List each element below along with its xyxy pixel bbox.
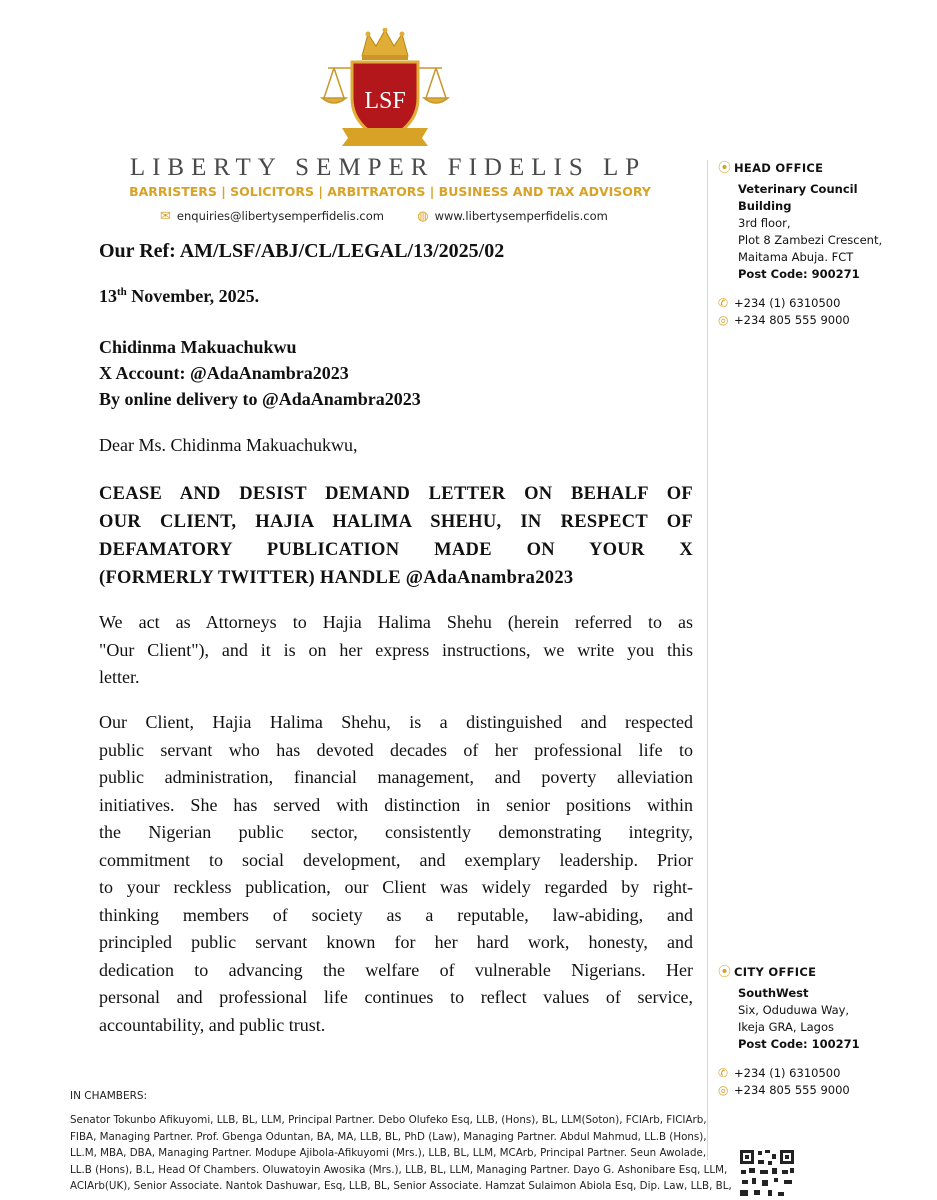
city-office-block (718, 964, 928, 1099)
website-link[interactable]: www.libertysemperfidelis.com (434, 209, 608, 223)
whatsapp-icon: ◎ (718, 1083, 729, 1097)
paragraph-line: dedication to advancing the welfare of vulnerable Nigerians. Her (99, 959, 693, 980)
head-office-line: Maitama Abuja. FCT (738, 250, 854, 264)
head-office-line: Veterinary Council (738, 182, 858, 196)
globe-icon: ◍ (417, 209, 429, 224)
column-divider (707, 160, 708, 1160)
crown-icon (362, 28, 408, 60)
paragraph-line: the Nigerian public sector, consistently demonstrating integrity, (99, 822, 693, 842)
salutation: Dear Ms. Chidinma Makuachukwu, (99, 435, 358, 455)
city-office-title: CITY OFFICE (734, 965, 817, 979)
firm-name: LIBERTY SEMPER FIDELIS LP (129, 154, 647, 181)
email-link[interactable]: enquiries@libertysemperfidelis.com (176, 209, 384, 223)
recipient-account: X Account: @AdaAnambra2023 (99, 363, 349, 383)
head-office-line: 3rd floor, (738, 216, 791, 230)
phone-icon: ✆ (718, 1066, 729, 1080)
paragraph-line: to your reckless publication, our Client was widely regarded by right- (99, 877, 693, 897)
subject-line: CEASE AND DESIST DEMAND LETTER ON BEHALF OF (99, 484, 693, 504)
paragraph-line: We act as Attorneys to Hajia Halima Shehu (herein referred to as (99, 612, 693, 632)
recipient-name: Chidinma Makuachukwu (99, 337, 297, 357)
email-icon: ✉ (160, 209, 171, 224)
paragraph-line: personal and professional life continues to reflect values of service, (99, 987, 693, 1007)
whatsapp-icon: ◎ (718, 313, 729, 327)
paragraph-line: "Our Client"), and it is on her express instructions, we write you this (99, 639, 693, 660)
delivery-method: By online delivery to @AdaAnambra2023 (99, 389, 421, 409)
city-office-line: SouthWest (738, 986, 809, 1000)
subject-line: OUR CLIENT, HAJIA HALIMA SHEHU, IN RESPECT OF (99, 512, 693, 532)
recipient-block (99, 334, 421, 412)
city-office-line: Ikeja GRA, Lagos (738, 1020, 835, 1034)
firm-contacts (160, 209, 608, 224)
letter-reference: Our Ref: AM/LSF/ABJ/CL/LEGAL/13/2025/02 (99, 240, 505, 262)
head-office-phone[interactable]: +234 (1) 6310500 (734, 296, 841, 310)
head-office-postcode: Post Code: 900271 (738, 267, 860, 281)
city-office-whatsapp[interactable]: +234 805 555 9000 (734, 1083, 850, 1097)
paragraph-line: accountability, and public trust. (99, 1014, 326, 1035)
paragraph-line: public administration, financial management, and poverty alleviation (99, 767, 693, 787)
paragraph-line: letter. (99, 667, 140, 687)
paragraph-line: public servant who has devoted decades of her professional life to (99, 739, 693, 760)
subject-line: (FORMERLY TWITTER) HANDLE @AdaAnambra2023 (99, 568, 574, 588)
city-office-postcode: Post Code: 100271 (738, 1037, 860, 1051)
paragraph-line: principled public servant known for her hard work, honesty, and (99, 932, 693, 952)
firm-tagline: BARRISTERS | SOLICITORS | ARBITRATORS | BUSINESS AND TAX ADVISORY (129, 184, 651, 199)
paragraph-line: initiatives. She has served with distinction in senior positions within (99, 794, 693, 815)
letter-date: 13th November, 2025. (99, 286, 260, 306)
phone-icon: ✆ (718, 296, 729, 310)
chambers-line: ACIArb(UK), Senior Associate. Nantok Dashuwar, Esq, LLB, BL, Senior Associate. Hamzat Sulaimon Abiola Esq, Dip. Law, LLB, BL, (70, 1180, 732, 1192)
location-pin-icon: ⦿ (718, 161, 732, 176)
head-office-line: Building (738, 199, 792, 213)
qr-code-icon (738, 1148, 796, 1200)
firm-logo-crest-icon (320, 28, 450, 148)
chambers-line: LL.B (Hons), B.L, Head Of Chambers. Oluwatoyin Awosika (Mrs.), LLB, BL, LLM, Managing Partner. Dayo G. Ashonibare Esq, LLM, (70, 1163, 728, 1176)
head-office-whatsapp[interactable]: +234 805 555 9000 (734, 313, 850, 327)
head-office-block (718, 160, 928, 329)
head-office-title: HEAD OFFICE (734, 161, 824, 175)
chambers-label: IN CHAMBERS: (70, 1090, 148, 1102)
chambers-line: LL.M, MBA, DBA, Managing Partner. Modupe Ajibola-Afikuyomi (Mrs.), LLB, BL, LLM, MCArb, Principal Partner. Seun Awolade, (70, 1147, 707, 1159)
subject-line: DEFAMATORY PUBLICATION MADE ON YOUR X (99, 540, 693, 560)
paragraph-line: commitment to social development, and exemplary leadership. Prior (99, 849, 693, 870)
chambers-list (70, 1112, 732, 1195)
paragraph-line: Our Client, Hajia Halima Shehu, is a distinguished and respected (99, 712, 693, 732)
city-office-phone[interactable]: +234 (1) 6310500 (734, 1066, 841, 1080)
location-pin-icon: ⦿ (718, 965, 732, 980)
head-office-line: Plot 8 Zambezi Crescent, (738, 233, 883, 247)
body-paragraph-1 (99, 609, 693, 692)
chambers-line: FIBA, Managing Partner. Prof. Gbenga Oduntan, BA, MA, LLB, BL, PhD (Law), Managing Partner. Abdul Mahmud, LL.B (Hons), (70, 1130, 707, 1143)
city-office-line: Six, Oduduwa Way, (738, 1003, 850, 1017)
body-paragraph-2 (99, 709, 693, 1039)
letter-subject (99, 480, 693, 592)
paragraph-line: thinking members of society as a reputable, law-abiding, and (99, 904, 693, 925)
chambers-line: Senator Tokunbo Afikuyomi, LLB, BL, LLM, Principal Partner. Debo Olufeko Esq, LLB, (Hons), BL, LLM(Soton), FCIArb, FICIArb, (70, 1114, 707, 1126)
logo-monogram: LSF (364, 88, 406, 114)
